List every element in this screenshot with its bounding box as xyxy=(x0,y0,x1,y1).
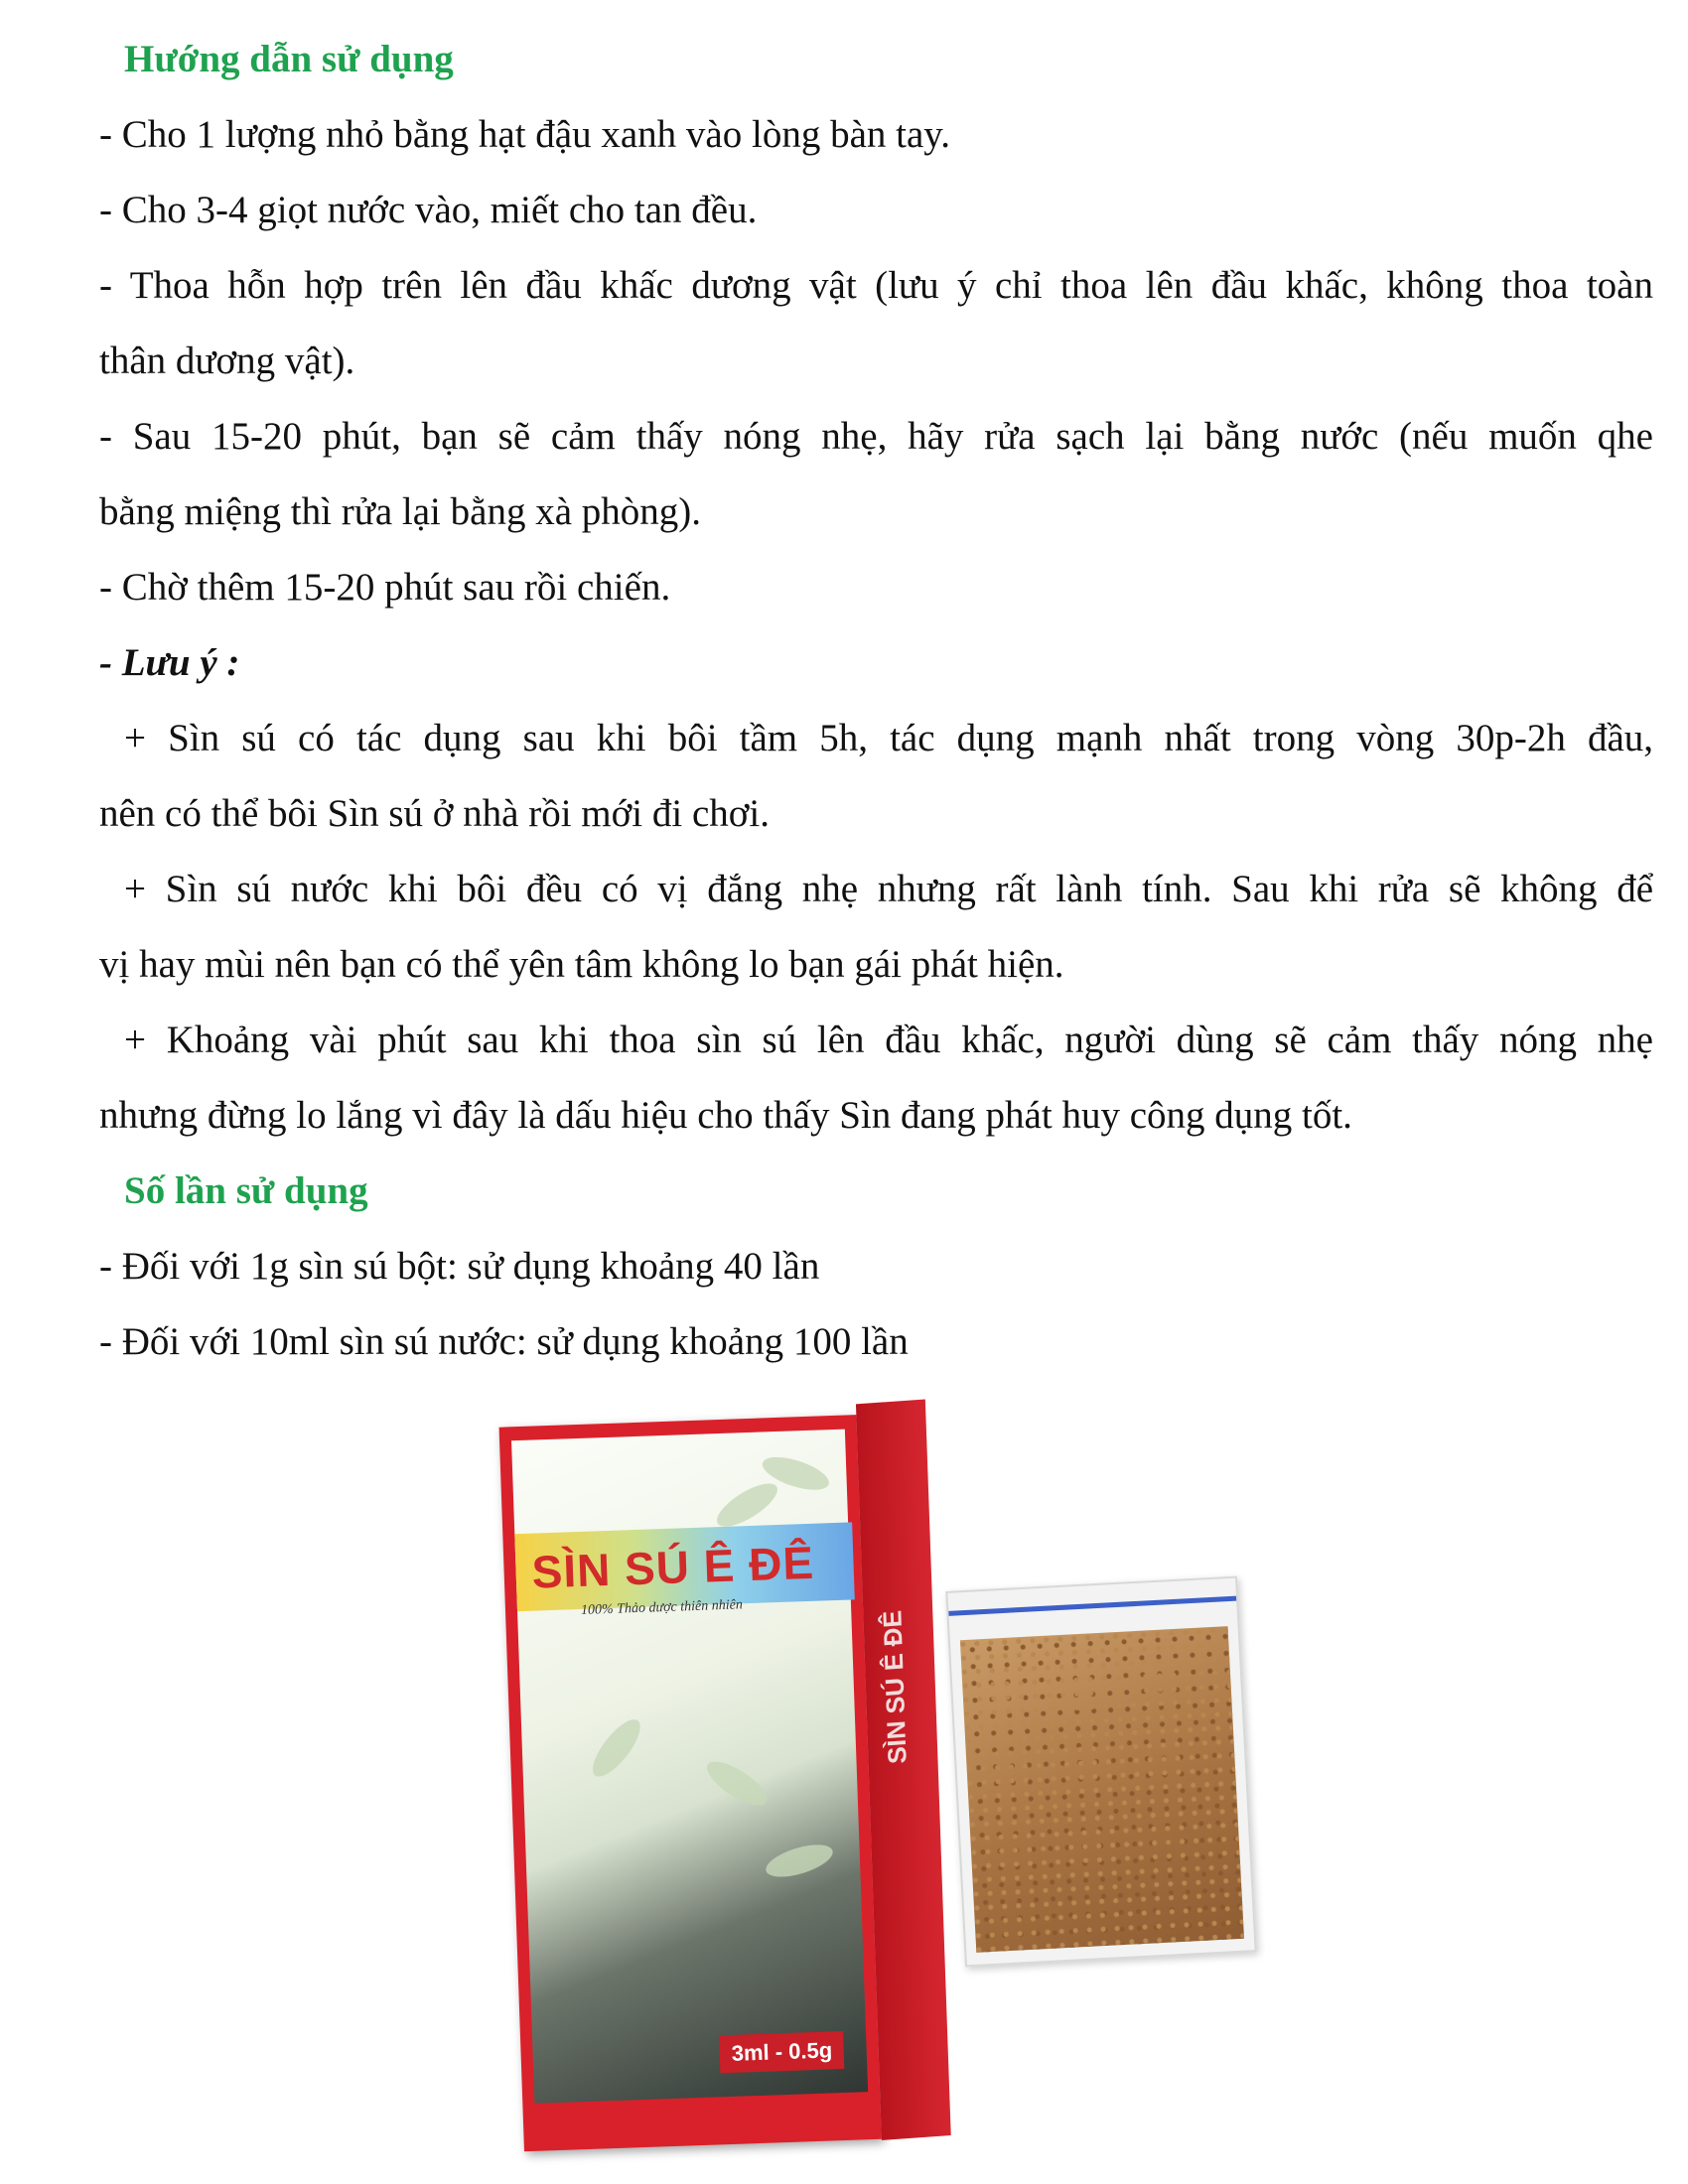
box-side-label: SÌN SÚ Ê ĐÊ xyxy=(877,1609,913,1765)
instruction-step-4-line-1: - Sau 15-20 phút, bạn sẽ cảm thấy nóng nhẹ, hãy rửa sạch lại bằng nước (nếu muốn qhe xyxy=(99,415,1653,458)
instruction-step-3-line-1: - Thoa hỗn hợp trên lên đầu khấc dương vật (lưu ý chỉ thoa lên đầu khấc, không thoa toàn xyxy=(99,264,1653,307)
note-2-line-1: + Sìn sú nước khi bôi đều có vị đắng nhẹ nhưng rất lành tính. Sau khi rửa sẽ không để xyxy=(124,868,1653,910)
instruction-step-5: - Chờ thêm 15-20 phút sau rồi chiến. xyxy=(99,566,671,609)
product-brand: SÌN SÚ Ê ĐÊ xyxy=(530,1536,815,1598)
product-volume-badge: 3ml - 0.5g xyxy=(719,2031,845,2073)
note-1-line-2: nên có thể bôi Sìn sú ở nhà rồi mới đi chơi. xyxy=(99,792,770,835)
note-3-line-1: + Khoảng vài phút sau khi thoa sìn sú lên đầu khấc, người dùng sẽ cảm thấy nóng nhẹ xyxy=(124,1019,1653,1061)
text-content xyxy=(99,22,1653,1380)
instructions-heading: Hướng dẫn sử dụng xyxy=(124,38,454,80)
note-3-line-2: nhưng đừng lo lắng vì đây là dấu hiệu cho thấy Sìn đang phát huy công dụng tốt. xyxy=(99,1094,1352,1137)
herbal-powder xyxy=(960,1626,1244,1953)
leaf-icon xyxy=(585,1712,648,1783)
usage-liquid: - Đối với 10ml sìn sú nước: sử dụng khoảng 100 lần xyxy=(99,1320,909,1363)
zip-seal xyxy=(948,1596,1236,1616)
leaf-icon xyxy=(701,1754,774,1814)
instruction-step-3-line-2: thân dương vật). xyxy=(99,340,355,382)
product-tagline: 100% Thảo dược thiên nhiên xyxy=(580,1597,744,1618)
instruction-step-4-line-2: bằng miệng thì rửa lại bằng xà phòng). xyxy=(99,490,701,533)
instruction-step-1: - Cho 1 lượng nhỏ bằng hạt đậu xanh vào lòng bàn tay. xyxy=(99,113,950,156)
usage-powder: - Đối với 1g sìn sú bột: sử dụng khoảng 40 lần xyxy=(99,1245,820,1288)
instruction-step-2: - Cho 3-4 giọt nước vào, miết cho tan đều. xyxy=(99,189,758,231)
note-1-line-1: + Sìn sú có tác dụng sau khi bôi tầm 5h, tác dụng mạnh nhất trong vòng 30p-2h đầu, xyxy=(124,717,1653,759)
note-2-line-2: vị hay mùi nên bạn có thể yên tâm không lo bạn gái phát hiện. xyxy=(99,943,1064,986)
product-photo xyxy=(0,1380,1688,2164)
usage-heading: Số lần sử dụng xyxy=(124,1169,368,1212)
notes-heading: - Lưu ý : xyxy=(99,641,240,684)
powder-bag xyxy=(945,1576,1256,1968)
box-front xyxy=(499,1415,882,2151)
product-box xyxy=(498,1401,951,2155)
leaf-icon xyxy=(763,1839,837,1883)
